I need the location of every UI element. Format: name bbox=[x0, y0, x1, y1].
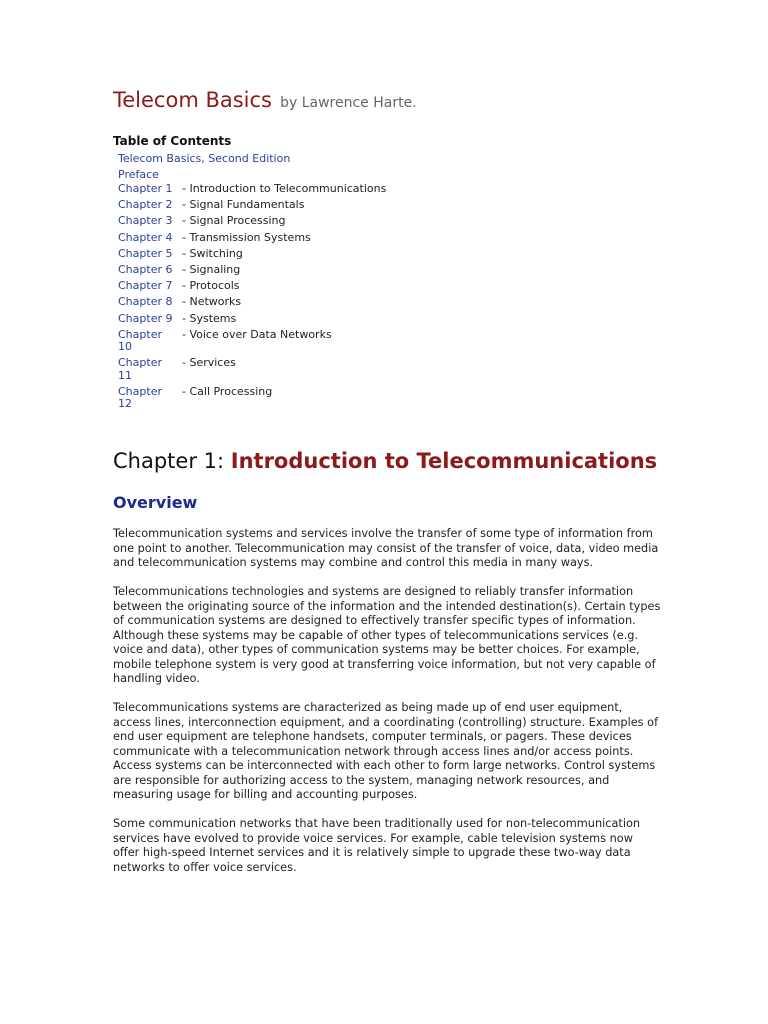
toc-chapter-title: - Call Processing bbox=[182, 384, 273, 398]
toc-heading: Table of Contents bbox=[113, 134, 232, 148]
paragraph: Telecommunication systems and services involve the transfer of some type of information from one point to another. Telecommunication may consist of the transfer of voice, data, video media and telecommunication systems may combine and control this media in many ways. bbox=[113, 527, 659, 569]
chapter-name: Introduction to Telecommunications bbox=[230, 449, 658, 473]
paragraph: Telecommunications systems are characterized as being made up of end user equipment, access lines, interconnection equipment, and a coordinating (controlling) structure. Examples of end user equipment are telephone handsets, computer terminals, or pagers. These devices communicate with a telecommunication network through access lines and/or access points. Access systems can be interconnected with each other to form large networks. Control systems are responsible for authorizing access to the system, managing network resources, and measuring usage for billing and accounting purposes. bbox=[113, 701, 659, 802]
toc-link-chapter-5[interactable]: Chapter 5 bbox=[118, 246, 173, 260]
toc-row bbox=[118, 232, 438, 248]
toc-row bbox=[118, 329, 438, 358]
toc-link-second-edition[interactable]: Telecom Basics, Second Edition bbox=[118, 152, 291, 165]
toc-row bbox=[118, 280, 438, 296]
toc-chapter-title: - Voice over Data Networks bbox=[182, 327, 332, 341]
toc-link-chapter-11[interactable] bbox=[118, 357, 182, 386]
toc-chapter-label-word: Chapter bbox=[118, 384, 162, 398]
toc-link-chapter-4[interactable]: Chapter 4 bbox=[118, 230, 173, 244]
toc-chapter-title: - Switching bbox=[182, 246, 243, 260]
toc-link-chapter-7[interactable]: Chapter 7 bbox=[118, 279, 173, 293]
toc-link-chapter-10[interactable] bbox=[118, 329, 182, 358]
section-heading-overview: Overview bbox=[113, 493, 198, 512]
toc-row bbox=[118, 183, 438, 199]
chapter-number: Chapter 1: bbox=[113, 449, 225, 473]
toc-chapter-title: - Introduction to Telecommunications bbox=[182, 182, 387, 195]
toc-row bbox=[118, 248, 438, 264]
book-title bbox=[113, 88, 417, 112]
toc-chapter-title: - Transmission Systems bbox=[182, 230, 311, 244]
toc-row bbox=[118, 313, 438, 329]
toc-row bbox=[118, 386, 438, 415]
toc-row bbox=[118, 215, 438, 231]
toc-row bbox=[118, 357, 438, 386]
toc-link-chapter-2[interactable]: Chapter 2 bbox=[118, 198, 173, 212]
toc-chapter-title: - Networks bbox=[182, 295, 242, 309]
toc-chapter-title: - Services bbox=[182, 356, 236, 370]
toc-chapter-label-number: 10 bbox=[118, 340, 132, 354]
toc-chapter-label-number: 11 bbox=[118, 368, 132, 382]
toc-link-preface[interactable]: Preface bbox=[118, 168, 159, 181]
toc-chapter-label-number: 12 bbox=[118, 397, 132, 411]
toc-chapter-title: - Protocols bbox=[182, 279, 240, 293]
toc-link-chapter-8[interactable]: Chapter 8 bbox=[118, 295, 173, 309]
paragraph: Telecommunications technologies and systems are designed to reliably transfer information between the originating source of the information and the intended destination(s). Certain types of communication systems are designed to effectively transfer specific types of information. Although these systems may be capable of other types of telecommunications services (e.g. voice and data), other types of communication systems may be better choices. For example, mobile telephone system is very good at transferring voice information, but not very capable of handling video. bbox=[113, 585, 661, 686]
toc-chapter-title: - Signal Fundamentals bbox=[182, 198, 305, 212]
toc-row bbox=[118, 296, 438, 312]
toc-row bbox=[118, 199, 438, 215]
book-title-main: Telecom Basics bbox=[113, 88, 272, 112]
paragraph: Some communication networks that have been traditionally used for non-telecommunication services have evolved to provide voice services. For example, cable television systems now offer high-speed Internet services and it is relatively simple to upgrade these two-way data networks to offer voice services. bbox=[113, 817, 641, 874]
toc-chapter-label-word: Chapter bbox=[118, 327, 162, 341]
toc-link-chapter-6[interactable]: Chapter 6 bbox=[118, 262, 173, 276]
chapter-body bbox=[113, 527, 661, 890]
toc-chapter-title: - Signaling bbox=[182, 262, 241, 276]
book-author: by Lawrence Harte. bbox=[280, 95, 417, 111]
chapter-heading bbox=[113, 449, 657, 473]
toc-chapter-title: - Signal Processing bbox=[182, 214, 286, 228]
toc-link-chapter-3[interactable]: Chapter 3 bbox=[118, 214, 173, 228]
toc-chapter-label-word: Chapter bbox=[118, 356, 162, 370]
toc-chapter-title: - Systems bbox=[182, 311, 237, 325]
toc-link-chapter-1[interactable]: Chapter 1 bbox=[118, 182, 173, 195]
toc-link-chapter-9[interactable]: Chapter 9 bbox=[118, 311, 173, 325]
table-of-contents bbox=[118, 151, 438, 414]
toc-link-chapter-12[interactable] bbox=[118, 386, 182, 415]
toc-row bbox=[118, 264, 438, 280]
